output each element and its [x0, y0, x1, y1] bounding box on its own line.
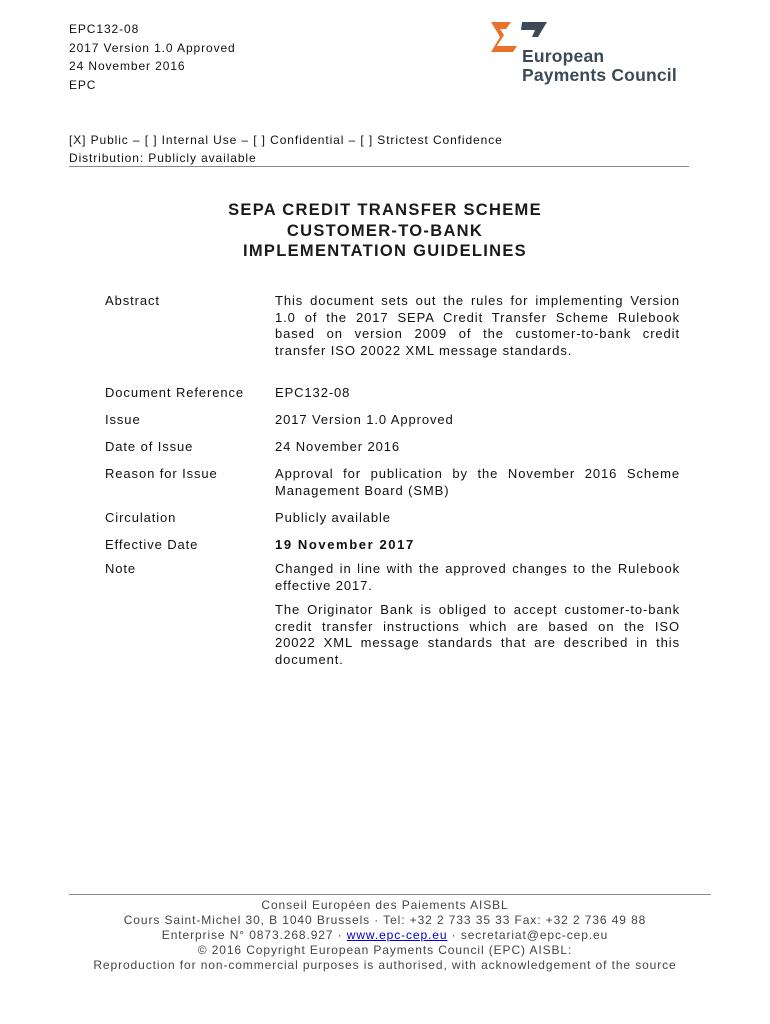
distribution: Distribution: Publicly available	[69, 150, 257, 165]
metadata-value	[275, 561, 680, 668]
document-header	[69, 20, 236, 94]
title-line-1: SEPA CREDIT TRANSFER SCHEME	[228, 201, 542, 219]
metadata-value: 2017 Version 1.0 Approved	[275, 412, 454, 427]
epc-logo	[491, 22, 701, 84]
metadata-label: Effective Date	[105, 537, 199, 552]
logo-line-2: Payments Council	[522, 65, 677, 85]
epc-logo-text	[522, 47, 677, 85]
classification	[69, 132, 503, 167]
footer-copyright: © 2016 Copyright European Payments Council (EPC) AISBL:	[197, 943, 573, 957]
metadata-value: 24 November 2016	[275, 439, 400, 454]
doc-version: 2017 Version 1.0 Approved	[69, 40, 236, 55]
metadata-label: Circulation	[105, 510, 177, 525]
document-title	[69, 200, 701, 262]
org-short: EPC	[69, 77, 97, 92]
metadata-value: Approval for publication by the November 2016 Scheme Management Board (SMB)	[275, 466, 680, 498]
footer-divider	[69, 894, 711, 895]
title-line-3: IMPLEMENTATION GUIDELINES	[243, 242, 527, 260]
footer-reproduction: Reproduction for non-commercial purposes is authorised, with acknowledgement of the source	[93, 958, 677, 972]
footer-email: · secretariat@epc-cep.eu	[447, 928, 609, 942]
logo-line-1: European	[522, 46, 605, 66]
metadata-label: Issue	[105, 412, 141, 427]
footer-org: Conseil Européen des Paiements AISBL	[261, 898, 509, 912]
footer-enterprise: Enterprise N° 0873.268.927 ·	[161, 928, 347, 942]
doc-date: 24 November 2016	[69, 59, 186, 74]
note-paragraph-1: Changed in line with the approved changes to the Rulebook effective 2017.	[275, 561, 680, 593]
metadata-value: Publicly available	[275, 510, 391, 525]
title-line-2: CUSTOMER-TO-BANK	[286, 221, 484, 240]
note-paragraph-2: The Originator Bank is obliged to accept customer-to-bank credit transfer instructions which are based on the ISO 20022 XML message standards that are described in this document.	[275, 602, 680, 667]
metadata-label: Reason for Issue	[105, 466, 218, 481]
metadata-value: 19 November 2017	[275, 537, 415, 552]
classification-options: [X] Public – [ ] Internal Use – [ ] Confidential – [ ] Strictest Confidence	[69, 133, 503, 147]
document-footer	[40, 898, 730, 973]
metadata-label: Date of Issue	[105, 439, 194, 454]
metadata-label: Document Reference	[105, 385, 245, 400]
doc-id: EPC132-08	[69, 22, 140, 36]
footer-address: Cours Saint-Michel 30, B 1040 Brussels · Tel: +32 2 733 35 33 Fax: +32 2 736 49 88	[123, 913, 647, 927]
footer-website-link[interactable]: www.epc-cep.eu	[346, 928, 448, 942]
metadata-value: This document sets out the rules for implementing Version 1.0 of the 2017 SEPA Credit Transfer Scheme Rulebook based on version 2009 of the customer-to-bank credit transfer ISO 20022 XML message standards.	[275, 293, 680, 358]
metadata-value: EPC132-08	[275, 385, 351, 400]
footer-contact	[40, 928, 730, 943]
metadata-label: Note	[105, 561, 137, 576]
metadata-label: Abstract	[105, 293, 160, 308]
header-divider	[69, 166, 689, 167]
